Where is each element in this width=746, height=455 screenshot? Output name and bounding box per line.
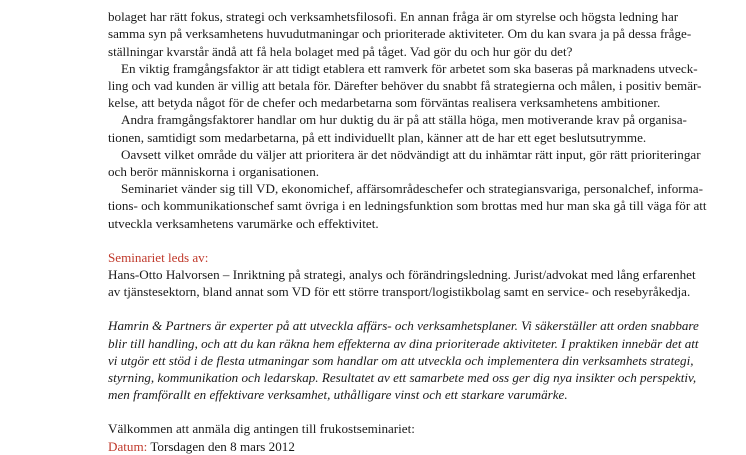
text-line: av tjänstesektorn, bland annat som VD för ett större transport/logistikbolag samt en service- och resebyråkedja. (108, 284, 691, 300)
paragraph-intro (108, 0, 692, 60)
text-line: Seminariet vänder sig till VD, ekonomichef, affärsområdeschefer och strategiansvariga, personalchef, informa- (121, 181, 703, 197)
text-line: En viktig framgångsfaktor är att tidigt etablera ett ramverk för arbetet som ska baseras på marknadens utveck- (121, 60, 698, 76)
text-line: ställningar kvarstår ändå att få hela bolaget med på tåget. Vad gör du och hur gör du det? (108, 43, 573, 59)
text-line: Hans-Otto Halvorsen – Inriktning på strategi, analys och förändringsledning. Jurist/advokat med lång erfarenhet (108, 267, 696, 283)
text-line: Andra framgångsfaktorer handlar om hur duktig du är på att ställa höga, men motiverande krav på organisa- (121, 112, 687, 128)
text-line: men framförallt en effektivare verksamhet, uthålligare vinst och ett starkare varumärke. (108, 387, 568, 403)
leader-heading: Seminariet leds av: (108, 249, 209, 265)
text-line: blir till handling, och att du kan räkna hem effekterna av dina prioriterade aktiviteter. I praktiken innebär det att (108, 335, 699, 351)
paragraph-success-factor (108, 60, 702, 112)
document-body (108, 0, 707, 455)
date-row (108, 438, 668, 455)
text-line: ling och vad kunden är villig att betala för. Därefter behöver du snabbt få strategierna och målen, i positiv bemär- (108, 78, 702, 94)
text-line: kelse, att betyda något för de chefer och medarbetarna som förväntas realisera verksamhetens ambitioner. (108, 95, 661, 111)
date-label: Datum: (108, 438, 148, 454)
text-line-partial (108, 0, 668, 8)
text-line: utveckla verksamhetens varumärke och effektivitet. (108, 215, 379, 231)
text-line: Oavsett vilket område du väljer att prioritera är det nödvändigt att du inhämtar rätt input, gör rätt prioriteringar (121, 146, 701, 162)
text-line: samma syn på verksamhetens huvudutmaningar och prioriterade aktiviteter. Om du kan svara ja på dessa fråge- (108, 26, 692, 42)
text-line: styrning, kommunikation och ledarskap. Resultatet av ett samarbete med oss ger dig nya insikter och perspektiv, (108, 370, 697, 386)
text-line: Hamrin & Partners är experter på att utveckla affärs- och verksamhetsplaner. Vi säkerställer att orden snabbare (108, 318, 699, 334)
paragraph-priorities (108, 146, 701, 180)
text-line: bolaget har rätt fokus, strategi och verksamhetsfilosofi. En annan fråga är om styrelse och högsta ledning har (108, 9, 679, 25)
welcome-text: Välkommen att anmäla dig antingen till frukostseminariet: (108, 421, 415, 437)
leader-description (108, 266, 696, 300)
text-line: och berör människorna i organisationen. (108, 164, 320, 180)
date-value: Torsdagen den 8 mars 2012 (150, 438, 295, 454)
company-description (108, 317, 699, 403)
text-line: vi utgör ett stöd i de flesta utmaningar som handlar om att utveckla och implementera din verksamhets strategi, (108, 352, 694, 368)
text-line: tions- och kommunikationschef samt övriga i en ledningsfunktion som brottas med hur man ska gå till väga för att (108, 198, 707, 214)
text-line: tionen, samtidigt som medarbetarna, på ett individuellt plan, känner att de har ett eget beslutsutrymme. (108, 129, 647, 145)
paragraph-audience (108, 180, 707, 232)
paragraph-other-factors (108, 111, 687, 145)
